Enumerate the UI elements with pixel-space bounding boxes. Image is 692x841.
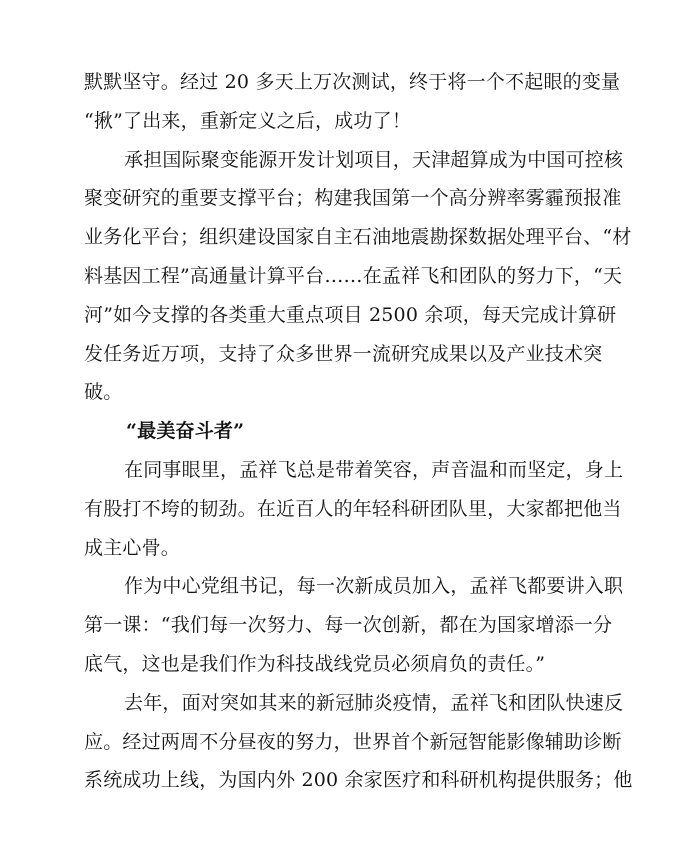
text-line: 业务化平台；组织建设国家自主石油地震勘探数据处理平台、“材 [84,226,632,249]
text-line: 第一课：“我们每一次努力、每一次创新，都在为国家增添一分 [84,614,613,637]
text-line: 底气，这也是我们作为科技战线党员必须肩负的责任。” [84,652,546,675]
text-line: 料基因工程”高通量计算平台……在孟祥飞和团队的努力下，“天 [84,264,623,287]
text-line: 应。经过两周不分昼夜的努力，世界首个新冠智能影像辅助诊断 [84,730,622,753]
text-line: 发任务近万项，支持了众多世界一流研究成果以及产业技术突 [84,342,603,365]
text-line: 有股打不垮的韧劲。在近百人的年轻科研团队里，大家都把他当 [84,497,622,520]
text-line: “揪”了出来，重新定义之后，成功了！ [84,109,412,132]
text-line: 默默坚守。经过 20 多天上万次测试，终于将一个不起眼的变量 [84,71,621,93]
text-line: 成主心骨。 [84,536,181,559]
text-line: 破。 [84,381,123,404]
paragraph-first-line: 作为中心党组书记，每一次新成员加入，孟祥飞都要讲入职 [124,575,624,598]
text-line: 系统成功上线，为国内外 200 余家医疗和科研机构提供服务；他 [84,769,633,792]
paragraph-first-line: 承担国际聚变能源开发计划项目，天津超算成为中国可控核 [124,148,624,171]
text-line: 河”如今支撑的各类重大重点项目 2500 余项，每天完成计算研 [84,303,617,326]
paragraph-first-line: 去年，面对突如其来的新冠肺炎疫情，孟祥飞和团队快速反 [124,691,624,714]
section-heading: “最美奋斗者” [126,420,245,443]
paragraph-first-line: 在同事眼里，孟祥飞总是带着笑容，声音温和而坚定，身上 [124,458,624,481]
text-line: 聚变研究的重要支撑平台；构建我国第一个高分辨率雾霾预报准 [84,187,622,210]
